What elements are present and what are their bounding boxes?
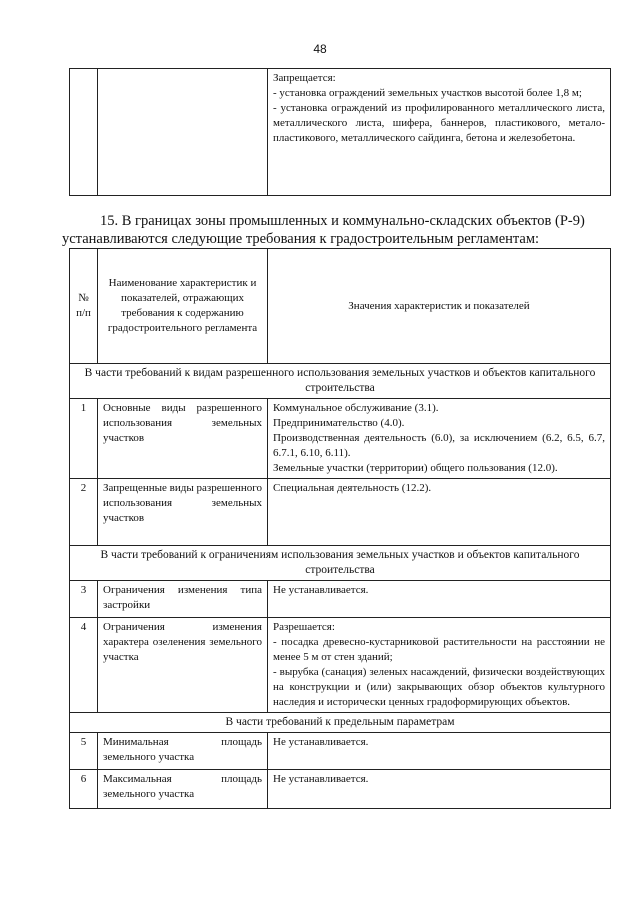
section-title: В части требований к ограничениям использования земельных участков и объектов капитального строительства [70,546,611,581]
empty-name-cell [98,69,268,196]
row-name: Основные виды разрешенного использования земельных участков [98,399,268,479]
table-row [70,399,611,479]
row-value [268,399,611,479]
row-num: 1 [70,399,98,479]
header-value: Значения характеристик и показателей [268,249,611,364]
row-num: 3 [70,581,98,618]
row-num: 6 [70,770,98,809]
row-value [268,618,611,713]
table-row [70,770,611,809]
header-num: № п/п [70,249,98,364]
value-line: - посадка древесно-кустарниковой растительности на расстоянии не менее 5 м от стен зданий; [273,636,605,663]
row-value: Не устанавливается. [268,581,611,618]
table-row [70,733,611,770]
value-line: Разрешается: [273,621,335,633]
table-row [70,479,611,546]
row-name: Максимальная площадь земельного участка [98,770,268,809]
row-num: 4 [70,618,98,713]
section-title: В части требований к предельным параметрам [70,713,611,733]
row-value: Не устанавливается. [268,733,611,770]
continuation-table [69,68,611,196]
continuation-value-cell [268,69,611,196]
value-line: Производственная деятельность (6.0), за исключением (6.2, 6.5, 6.7, 6.7.1, 6.10, 6.11). [273,432,605,459]
row-name: Ограничения изменения типа застройки [98,581,268,618]
row-value: Не устанавливается. [268,770,611,809]
row-name: Минимальная площадь земельного участка [98,733,268,770]
section-row [70,546,611,581]
value-line: Коммунальное обслуживание (3.1). [273,402,439,414]
section-heading: 15. В границах зоны промышленных и коммунально-складских объектов (Р-9) устанавливаются следующие требования к градостроительным регламентам: [62,213,585,247]
table-row [70,69,611,196]
header-name: Наименование характеристик и показателей, отражающих требования к содержанию градостроительного регламента [98,249,268,364]
value-line: Земельные участки (территории) общего пользования (12.0). [273,462,558,474]
row-value: Специальная деятельность (12.2). [268,479,611,546]
text-line: Запрещается: [273,72,336,84]
table-header-row [70,249,611,364]
table-row [70,581,611,618]
regulations-table [69,248,611,809]
text-line: - установка ограждений земельных участков высотой более 1,8 м; [273,87,582,99]
row-name: Ограничения изменения характера озеленения земельного участка [98,618,268,713]
row-num: 5 [70,733,98,770]
section-row [70,713,611,733]
section-row [70,364,611,399]
table-row [70,618,611,713]
page-number: 48 [313,42,327,56]
row-name: Запрещенные виды разрешенного использования земельных участков [98,479,268,546]
section-title: В части требований к видам разрешенного использования земельных участков и объектов капитального строительства [70,364,611,399]
row-num: 2 [70,479,98,546]
text-line: - установка ограждений из профилированного металлического листа, металлического листа, шифера, баннеров, пластикового, метало-пластикового, металлического сайдинга, бетона и железобетона. [273,102,605,144]
value-line: - вырубка (санация) зеленых насаждений, физически воздействующих на конструкции и (или) закрывающих обзор объектов культурного наследия и исторически ценных градоформирующих объектов. [273,666,605,708]
value-line: Предпринимательство (4.0). [273,417,405,429]
empty-num-cell [70,69,98,196]
